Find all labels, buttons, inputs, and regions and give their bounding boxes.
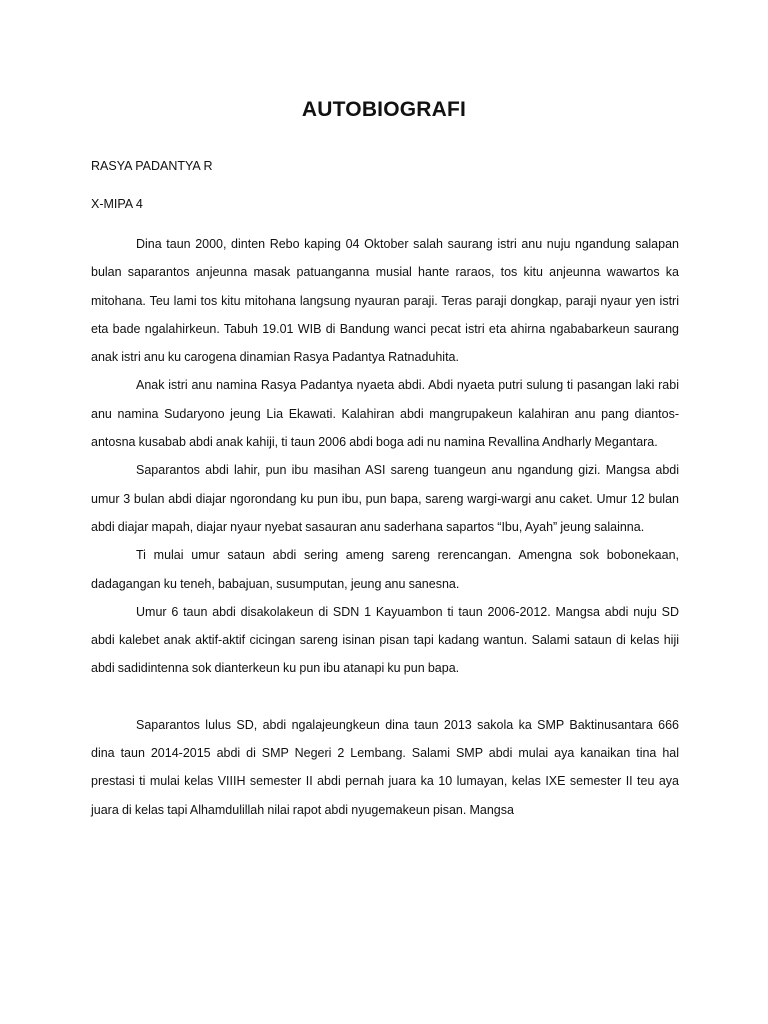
paragraph-2: Anak istri anu namina Rasya Padantya nyaeta abdi. Abdi nyaeta putri sulung ti pasangan laki rabi anu namina Sudaryono jeung Lia Ekawati. Kalahiran abdi mangrupakeun kalahiran anu pang diantos-antosna kusabab abdi anak kahiji, ti taun 2006 abdi boga adi nu namina Revallina Andharly Megantara.: [91, 378, 679, 450]
document-body: [91, 230, 679, 824]
document-title: AUTOBIOGRAFI: [301, 98, 467, 121]
class-label: X-MIPA 4: [91, 197, 143, 211]
paragraph-5: Umur 6 taun abdi disakolakeun di SDN 1 Kayuambon ti taun 2006-2012. Mangsa abdi nuju SD abdi kalebet anak aktif-aktif cicingan sareng isinan pisan tapi kadang wantun. Salami sataun di kelas hiji abdi sadidintenna sok dianterkeun ku pun ibu atanapi ku pun bapa.: [91, 604, 679, 676]
paragraph-1: Dina taun 2000, dinten Rebo kaping 04 Oktober salah saurang istri anu nuju ngandung salapan bulan saparantos anjeunna masak patuanganna musial hante raraos, tos kitu anjeunna wawartos ka mitohana. Teu lami tos kitu mitohana langsung nyauran paraji. Teras paraji dongkap, paraji nyaur yen istri eta bade ngalahirkeun. Tabuh 19.01 WIB di Bandung wanci pecat istri eta ahirna ngababarkeun saurang anak istri anu ku carogena dinamian Rasya Padantya Ratnaduhita.: [91, 237, 679, 365]
author-name: RASYA PADANTYA R: [91, 159, 213, 173]
paragraph-6: Saparantos lulus SD, abdi ngalajeungkeun dina taun 2013 sakola ka SMP Baktinusantara 666 dina taun 2014-2015 abdi di SMP Negeri 2 Lembang. Salami SMP abdi mulai aya kanaikan tina hal prestasi ti mulai kelas VIIIH semester II abdi pernah juara ka 10 lumayan, kelas IXE semester II teu aya juara di kelas tapi Alhamdulillah nilai rapot abdi nyugemakeun pisan. Mangsa: [91, 717, 679, 817]
paragraph-4: Ti mulai umur sataun abdi sering ameng sareng rerencangan. Amengna sok bobonekaan, dadagangan ku teneh, babajuan, susumputan, jeung anu sanesna.: [91, 548, 679, 591]
paragraph-3: Saparantos abdi lahir, pun ibu masihan ASI sareng tuangeun anu ngandung gizi. Mangsa abdi umur 3 bulan abdi diajar ngorondang ku pun ibu, pun bapa, sareng wargi-wargi anu caket. Umur 12 bulan abdi diajar mapah, diajar nyaur nyebat sasauran anu saderhana sapartos “Ibu, Ayah” jeung salainna.: [91, 463, 679, 534]
